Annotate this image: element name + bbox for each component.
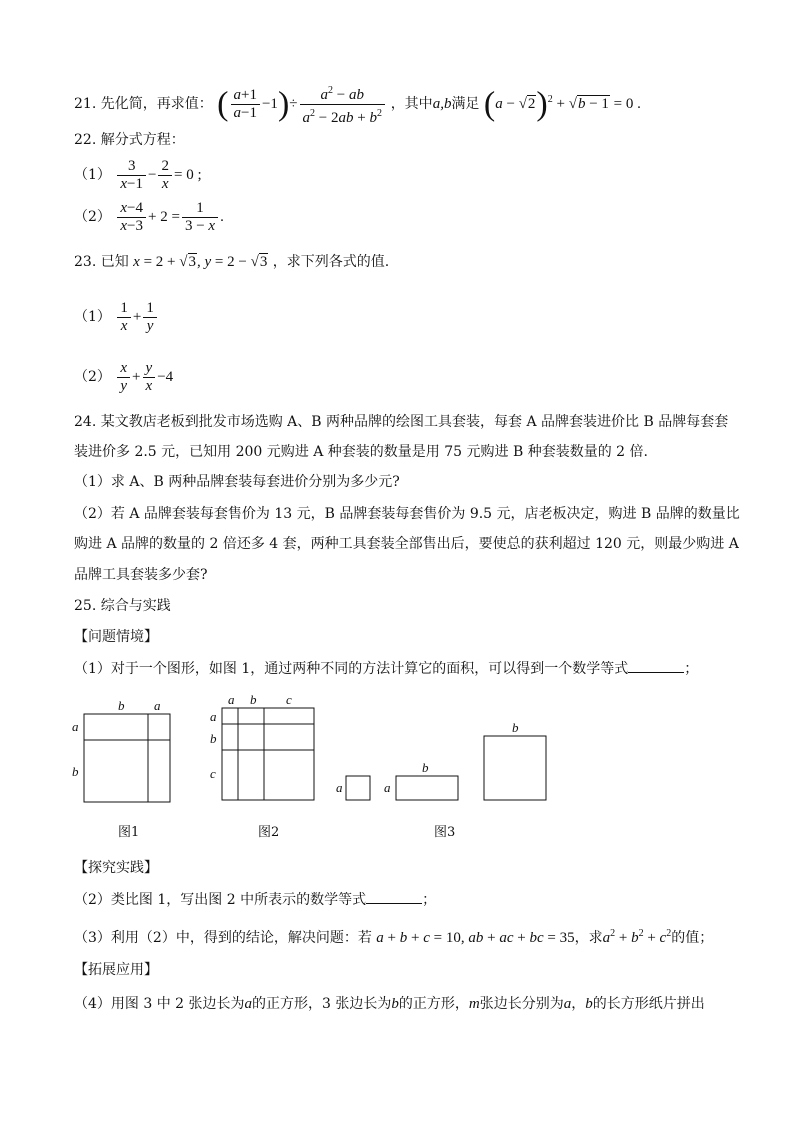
q24-line3: （1）求 A、B 两种品牌套装每套进价分别为多少元?: [74, 474, 400, 490]
svg-text:b: b: [118, 698, 125, 713]
q21-condition: $(a - √2)^2 + √b - 1 = 0$ .: [483, 85, 641, 123]
q25-part3-condition: a + b + c = 10, ab + ac + bc = 35: [376, 930, 575, 946]
q21-number: 21.: [74, 95, 97, 112]
svg-text:b: b: [422, 760, 429, 775]
q25-heading-3: 【拓展应用】: [74, 962, 158, 978]
q25-part3: [74, 924, 713, 948]
svg-text:图1: 图1: [118, 825, 140, 840]
q21-ab: a,b: [432, 95, 452, 112]
q22-eq1: $\frac{3}{x-1}$ − $\frac{2}{x}$ = 0 ;: [115, 167, 201, 183]
q23-expr2: $\frac{x}{y}$ + $\frac{y}{x}$ −4: [115, 369, 173, 385]
figure-3: [336, 720, 546, 840]
svg-text:a: a: [210, 709, 217, 724]
var-m: m: [468, 996, 480, 1012]
svg-text:a: a: [336, 780, 343, 795]
svg-text:图3: 图3: [434, 825, 456, 840]
svg-text:a: a: [72, 719, 79, 734]
q22-part1: [74, 158, 202, 193]
svg-text:b: b: [512, 720, 519, 735]
figure-1: [72, 698, 170, 840]
answer-blank-2: [366, 889, 422, 904]
svg-text:b: b: [250, 692, 257, 707]
q25-part2-end: ；: [422, 892, 437, 908]
q24-line2: 装进价多 2.5 元，已知用 200 元购进 A 种套装的数量是用 75 元购进 B 种套装数量的 2 倍.: [74, 444, 648, 460]
q24-line5: 购进 A 品牌的数量的 2 倍还多 4 套，两种工具套装全部售出后，要使总的获利超过 120 元，则最少购进 A: [74, 536, 739, 552]
q23-part1: [74, 300, 159, 335]
figure-2: [210, 692, 314, 840]
q22-title: 22. 解分式方程：: [74, 132, 185, 148]
svg-text:图2: 图2: [258, 825, 280, 840]
svg-text:b: b: [72, 764, 79, 779]
q25-part2: [74, 889, 436, 910]
q23-part1-label: （1）: [74, 308, 111, 325]
q24-line6: 品牌工具套装多少套?: [74, 567, 208, 583]
q25-heading-1: 【问题情境】: [74, 629, 158, 645]
var-a2: a: [563, 996, 572, 1012]
answer-blank-1: [628, 658, 684, 673]
svg-text:a: a: [154, 698, 161, 713]
var-b2: b: [585, 996, 593, 1012]
q23-given: x = 2 + √3, y = 2 − √3: [133, 254, 268, 270]
q25-part4-c: 的正方形，: [398, 996, 469, 1012]
q25-part3-target: $a^2 + b^2 + c^2$: [602, 928, 672, 946]
q25-part3-mid: ，求: [574, 930, 603, 946]
q23-title-pre: 23. 已知: [74, 254, 129, 270]
q25-part4-b: 的正方形，3 张边长为: [252, 996, 392, 1012]
q25-part2-text: （2）类比图 1，写出图 2 中所表示的数学等式: [74, 892, 367, 908]
q23-expr1: $\frac{1}{x}$ + $\frac{1}{y}$: [115, 309, 158, 325]
var-b: b: [391, 996, 399, 1012]
q23-title-post: ，求下列各式的值.: [272, 254, 390, 270]
q25-part4-f: 的长方形纸片拼出: [592, 996, 705, 1012]
svg-text:b: b: [210, 731, 217, 746]
q25-heading-2: 【探究实践】: [74, 860, 158, 876]
q25-part1: [74, 658, 698, 679]
q24-line1: 24. 某文教店老板到批发市场选购 A、B 两种品牌的绘图工具套装，每套 A 品牌套装进价比 B 品牌每套套: [74, 414, 729, 430]
q24-line4: （2）若 A 品牌套装每套售价为 13 元，B 品牌套装每套售价为 9.5 元，店老板决定，购进 B 品牌的数量比: [74, 506, 740, 522]
q21-mid: ，其中: [390, 95, 433, 112]
q22-part2-label: （2）: [74, 208, 111, 225]
q21-expression: ( $\frac{a+1}{a-1}$ −1)÷ $\frac{a^2 - ab}{a^2 - 2ab + b^2}$: [217, 96, 391, 112]
q21-line: [74, 82, 641, 127]
svg-text:c: c: [286, 692, 292, 707]
q21-text: 先化简，再求值：: [100, 95, 213, 112]
q22-part1-label: （1）: [74, 166, 111, 183]
q25-part3-text: （3）利用（2）中，得到的结论，解决问题：若: [74, 930, 372, 946]
q25-part3-end: 的值；: [671, 930, 714, 946]
figures: [60, 688, 580, 848]
q25-part4-a: （4）用图 3 中 2 张边长为: [74, 996, 245, 1012]
q25-title: 25. 综合与实践: [74, 598, 171, 614]
q22-part2: [74, 200, 224, 235]
q25-part4-e: ，: [571, 996, 586, 1012]
q25-part4: [74, 994, 705, 1014]
q23-part2: [74, 360, 173, 395]
q21-cond: 满足: [451, 95, 480, 112]
svg-text:a: a: [228, 692, 235, 707]
q25-part4-d: 张边长分别为: [479, 996, 564, 1012]
q22-eq2: $\frac{x-4}{x-3}$ + 2 = $\frac{1}{3 - x}$ .: [115, 209, 223, 225]
svg-text:a: a: [384, 780, 391, 795]
q25-part1-text: （1）对于一个图形，如图 1，通过两种不同的方法计算它的面积，可以得到一个数学等式: [74, 661, 629, 677]
q23-part2-label: （2）: [74, 368, 111, 385]
q23-title: [74, 252, 389, 272]
q25-part1-end: ；: [684, 661, 699, 677]
svg-text:c: c: [210, 766, 216, 781]
var-a: a: [244, 996, 253, 1012]
